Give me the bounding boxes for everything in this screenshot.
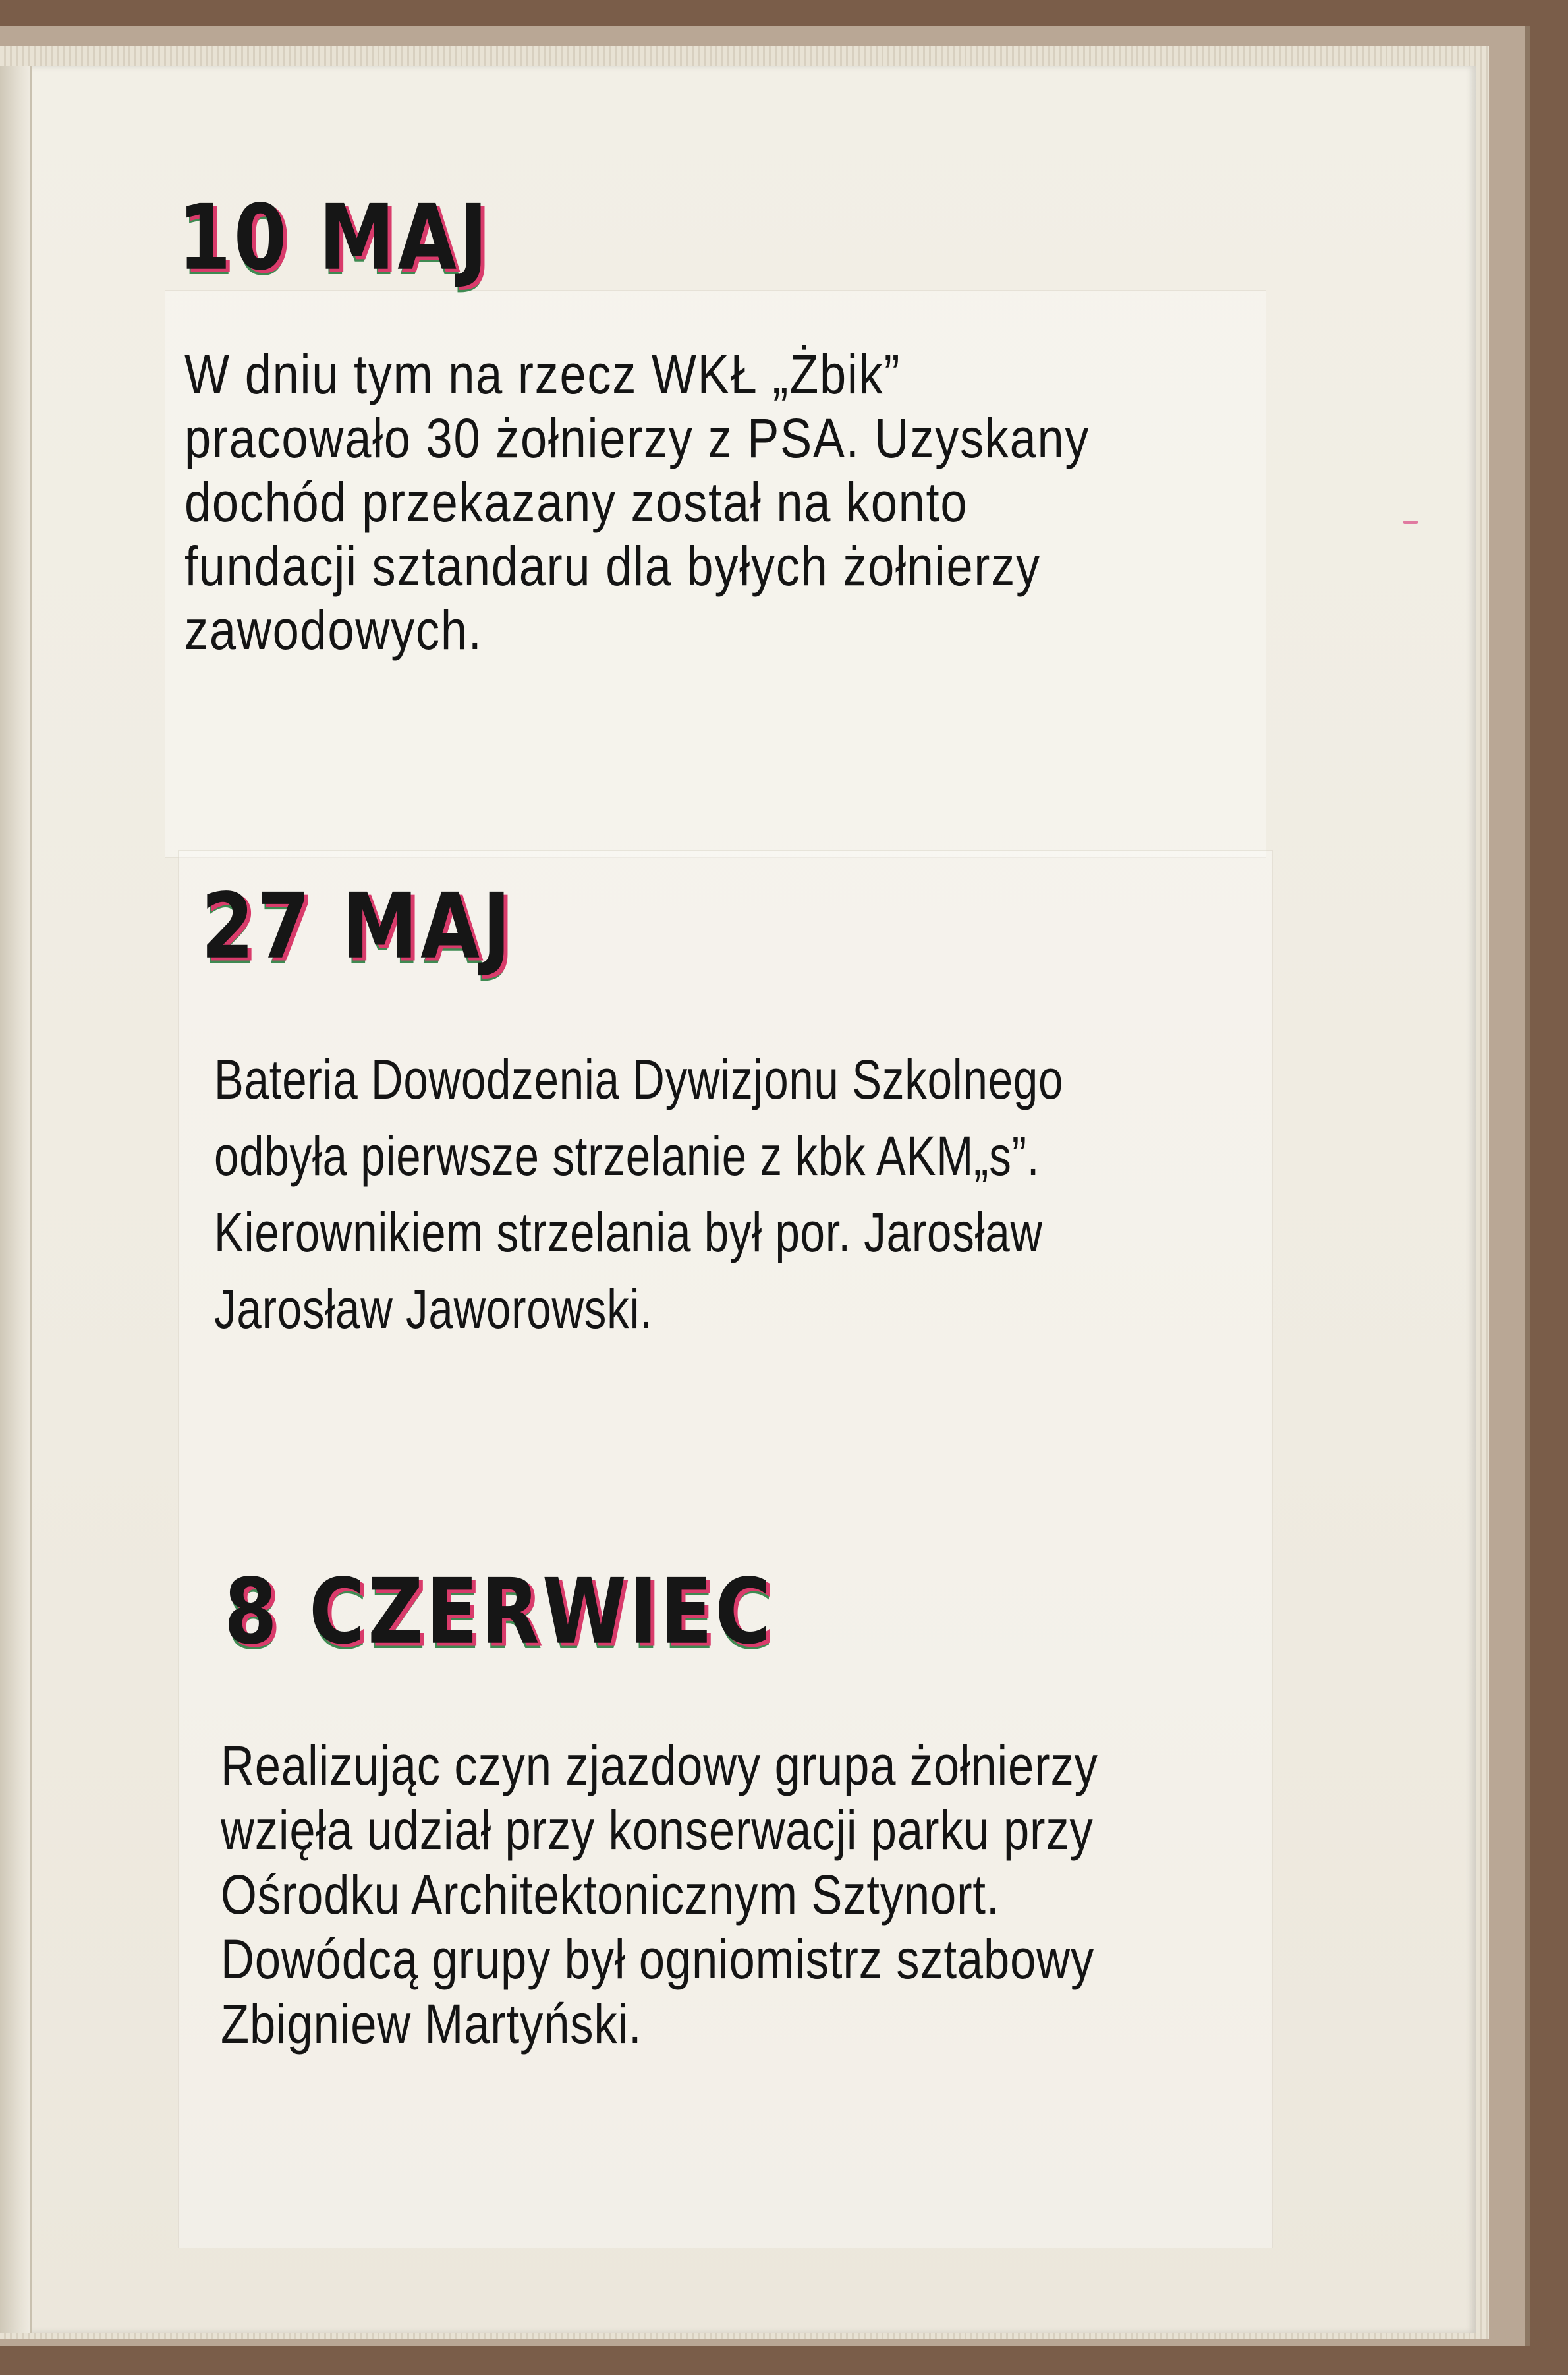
entry-text-line: Bateria Dowodzenia Dywizjonu Szkolnego xyxy=(214,1048,1064,1110)
entry-text-line: fundacji sztandaru dla byłych żołnierzy xyxy=(184,535,1041,597)
entry-text-line: Jarosław Jaworowski. xyxy=(214,1278,653,1340)
entry-text-line: Ośrodku Architektonicznym Sztynort. xyxy=(221,1864,1000,1926)
binding-spine xyxy=(0,66,32,2333)
entry-text-line: zawodowych. xyxy=(184,599,483,661)
entry-date-heading: 27 MAJ xyxy=(201,874,514,979)
entry-text-line: Realizując czyn zjazdowy grupa żołnierzy xyxy=(221,1734,1098,1796)
entry-text xyxy=(221,1733,1098,2056)
entry-text-line: W dniu tym na rzecz WKŁ „Żbik” xyxy=(184,343,901,405)
ink-mark xyxy=(1403,521,1418,524)
entry-text-line: pracowało 30 żołnierzy z PSA. Uzyskany xyxy=(184,407,1090,469)
entry-text-line: dochód przekazany został na konto xyxy=(184,471,968,533)
entry-text xyxy=(214,1041,1063,1347)
entry-date-heading: 10 MAJ xyxy=(178,185,491,291)
entry-text-line: Kierownikiem strzelania był por. Jarosław xyxy=(214,1201,1043,1263)
entry-text-line: odbyła pierwsze strzelanie z kbk AKM„s”. xyxy=(214,1125,1040,1187)
entry-text xyxy=(184,343,1090,662)
entry-text-line: wzięła udział przy konserwacji parku przy xyxy=(221,1799,1094,1861)
entry-text-line: Dowódcą grupy był ogniomistrz sztabowy xyxy=(221,1928,1095,1990)
entry-text-line: Zbigniew Martyński. xyxy=(221,1993,642,2055)
entry-date-heading: 8 CZERWIEC xyxy=(224,1559,774,1665)
